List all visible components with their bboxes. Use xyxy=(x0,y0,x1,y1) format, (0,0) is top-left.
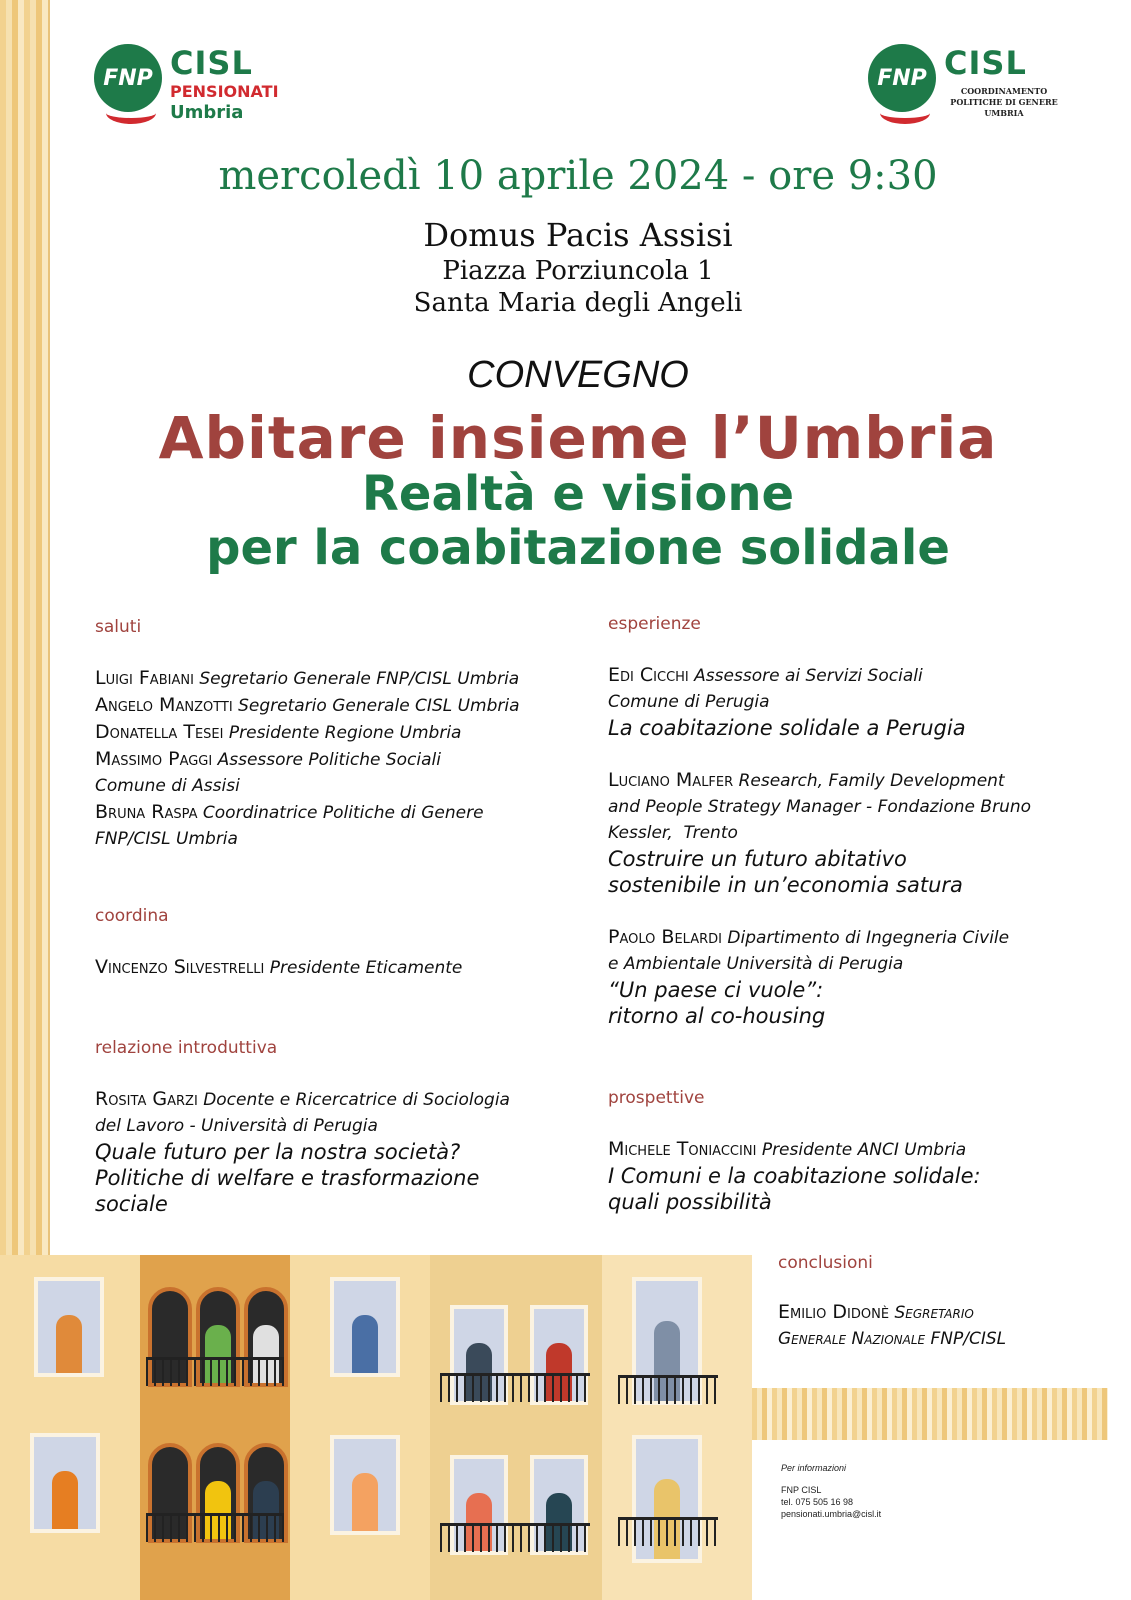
talk-title-line1: La coabitazione solidale a Perugia xyxy=(608,716,966,740)
balcony-railing xyxy=(440,1523,590,1552)
decorative-left-stripe xyxy=(0,0,50,1290)
resident xyxy=(52,1471,78,1529)
section-esperienze-label: esperienze xyxy=(608,614,701,634)
speaker-name: Michele Toniaccini xyxy=(608,1138,757,1160)
contact-email: pensionati.umbria@cisl.it xyxy=(781,1509,882,1519)
logo-cisl-text: CISL xyxy=(170,44,253,82)
speaker-role: Presidente Eticamente xyxy=(269,958,463,978)
swoosh-icon xyxy=(880,102,930,124)
speaker-role: Segretario Generale FNP/CISL Umbria xyxy=(199,669,520,689)
window xyxy=(34,1277,104,1377)
speaker-entry xyxy=(778,1299,1108,1352)
event-address-line2: Santa Maria degli Angeli xyxy=(413,288,743,318)
resident xyxy=(352,1473,378,1531)
program-left-column xyxy=(95,617,575,852)
logo-cisl-text: CISL xyxy=(944,44,1027,82)
contact-org: FNP CISL xyxy=(781,1485,822,1495)
section-conclusioni-label: conclusioni xyxy=(778,1253,873,1273)
speaker-name: Donatella Tesei xyxy=(95,721,224,743)
speaker-entry xyxy=(95,719,575,746)
event-subtitle-line1: Realtà e visione xyxy=(361,466,795,522)
logo-coordinamento-text xyxy=(944,86,1064,119)
talk-title-line2: Politiche di welfare e trasformazione xyxy=(95,1166,480,1190)
speaker-entry xyxy=(95,1086,575,1217)
talk-title-line2: sostenibile in un’economia satura xyxy=(608,873,963,897)
speaker-name: Vincenzo Silvestrelli xyxy=(95,956,265,978)
section-coordina-label: coordina xyxy=(95,906,169,926)
speaker-role: Docente e Ricercatrice di Sociologia xyxy=(203,1090,510,1110)
section-saluti-label: saluti xyxy=(95,617,142,637)
window xyxy=(330,1277,400,1377)
speaker-role-line2: e Ambientale Università di Perugia xyxy=(608,954,904,974)
speaker-role-line2: Comune di Perugia xyxy=(608,692,770,712)
speaker-entry xyxy=(95,954,575,981)
speaker-entry xyxy=(608,767,1068,898)
section-esperienze xyxy=(608,614,1068,1029)
logo-umbria: Umbria xyxy=(170,102,244,123)
contact-phone: tel. 075 505 16 98 xyxy=(781,1497,854,1507)
talk-title-line3: sociale xyxy=(95,1192,168,1216)
speaker-role-line3: Kessler, Trento xyxy=(608,823,738,843)
saluti-list xyxy=(95,665,575,852)
speaker-entry xyxy=(608,662,1068,741)
speaker-role: Research, Family Development xyxy=(738,771,1005,791)
speaker-role: Assessore ai Servizi Sociali xyxy=(694,666,923,686)
swoosh-icon xyxy=(106,102,156,124)
speaker-name: Rosita Garzi xyxy=(95,1088,198,1110)
speaker-name: Luciano Malfer xyxy=(608,769,734,791)
balcony-railing xyxy=(440,1373,590,1402)
contact-info xyxy=(781,1462,881,1520)
fnp-badge: FNP xyxy=(868,44,936,112)
talk-title-line2: quali possibilità xyxy=(608,1190,772,1214)
event-title: Abitare insieme l’Umbria xyxy=(158,404,998,472)
window xyxy=(330,1435,400,1535)
balcony-railing xyxy=(618,1517,718,1546)
talk-title-line1: Quale futuro per la nostra società? xyxy=(95,1140,461,1164)
talk-title-line1: “Un paese ci vuole”: xyxy=(608,978,824,1002)
balcony-railing xyxy=(146,1357,284,1386)
speaker-entry xyxy=(608,1136,1068,1215)
event-subtitle-line2: per la coabitazione solidale xyxy=(206,520,950,576)
section-prospettive-label: prospettive xyxy=(608,1088,705,1108)
decorative-bottom-stripe xyxy=(752,1388,1108,1440)
speaker-name: Emilio Didonè xyxy=(778,1301,890,1323)
speaker-entry xyxy=(95,665,575,692)
speaker-role: Segretario Generale CISL Umbria xyxy=(238,696,520,716)
logo-pensionati: PENSIONATI xyxy=(170,82,279,101)
event-address-line1: Piazza Porziuncola 1 xyxy=(442,256,714,286)
speaker-role-line2: and People Strategy Manager - Fondazione Bruno xyxy=(608,797,1032,817)
speaker-name: Bruna Raspa xyxy=(95,801,198,823)
speaker-role-line2: Generale Nazionale FNP/CISL xyxy=(778,1329,1007,1349)
balcony-railing xyxy=(618,1375,718,1404)
speaker-entry xyxy=(95,746,575,799)
logo-line: POLITICHE DI GENERE xyxy=(950,97,1058,107)
logo-line: COORDINAMENTO xyxy=(960,86,1048,96)
resident xyxy=(56,1315,82,1373)
talk-title-line2: ritorno al co-housing xyxy=(608,1004,826,1028)
speaker-name: Paolo Belardi xyxy=(608,926,722,948)
speaker-entry xyxy=(95,692,575,719)
speaker-name: Luigi Fabiani xyxy=(95,667,194,689)
section-coordina xyxy=(95,906,575,981)
speaker-role: Segretario xyxy=(894,1303,974,1323)
fnp-badge: FNP xyxy=(94,44,162,112)
talk-title-line1: I Comuni e la coabitazione solidale: xyxy=(608,1164,981,1188)
speaker-name: Massimo Paggi xyxy=(95,748,213,770)
speaker-role: Presidente ANCI Umbria xyxy=(761,1140,967,1160)
speaker-entry xyxy=(95,799,575,852)
speaker-role: Assessore Politiche Sociali xyxy=(217,750,441,770)
speaker-entry xyxy=(608,924,1068,1029)
contact-label: Per informazioni xyxy=(781,1463,847,1473)
speaker-name: Angelo Manzotti xyxy=(95,694,233,716)
section-prospettive xyxy=(608,1088,1068,1215)
logo-line: UMBRIA xyxy=(984,108,1024,118)
event-date: mercoledì 10 aprile 2024 - ore 9:30 xyxy=(218,153,938,199)
section-conclusioni xyxy=(778,1253,1108,1352)
window xyxy=(30,1433,100,1533)
illustration-building-facades xyxy=(0,1255,752,1600)
talk-title-line1: Costruire un futuro abitativo xyxy=(608,847,907,871)
resident xyxy=(352,1315,378,1373)
event-venue: Domus Pacis Assisi xyxy=(423,216,733,254)
balcony-railing xyxy=(146,1513,284,1542)
section-relazione xyxy=(95,1038,575,1217)
section-relazione-label: relazione introduttiva xyxy=(95,1038,278,1058)
speaker-name: Edi Cicchi xyxy=(608,664,689,686)
speaker-role: Coordinatrice Politiche di Genere xyxy=(202,803,484,823)
speaker-role-line2: Comune di Assisi xyxy=(95,776,240,796)
event-kind: CONVEGNO xyxy=(467,354,689,396)
logo-fnp-cisl-coordinamento xyxy=(868,44,1068,124)
speaker-role: Dipartimento di Ingegneria Civile xyxy=(727,928,1010,948)
logo-fnp-cisl-umbria xyxy=(94,44,284,124)
speaker-role-line2: del Lavoro - Università di Perugia xyxy=(95,1116,378,1136)
speaker-role-line2: FNP/CISL Umbria xyxy=(95,829,238,849)
speaker-role: Presidente Regione Umbria xyxy=(228,723,462,743)
